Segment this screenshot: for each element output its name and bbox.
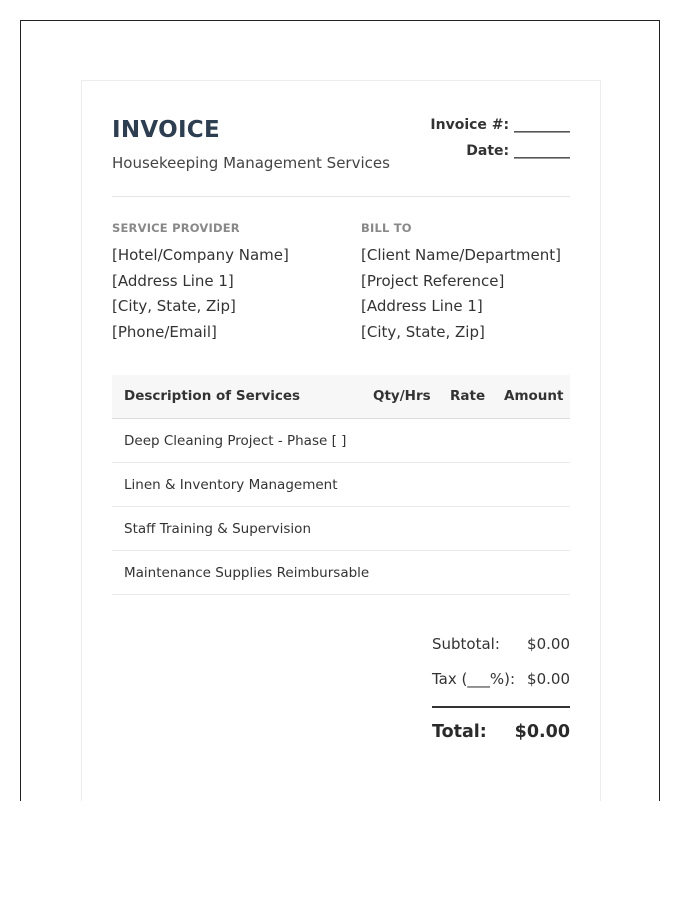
invoice-number-field: Invoice #: ________	[430, 117, 570, 133]
header-description: Description of Services	[124, 388, 301, 404]
provider-line: [Hotel/Company Name]	[112, 246, 289, 264]
provider-line: [City, State, Zip]	[112, 297, 236, 316]
table-row	[112, 551, 570, 595]
totals-divider	[432, 706, 570, 708]
row-description: Linen & Inventory Management	[124, 477, 338, 493]
total-value: $0.00	[514, 722, 570, 742]
invoice-date-field: Date: ________	[466, 143, 570, 159]
row-description: Maintenance Supplies Reimbursable	[124, 565, 370, 581]
subtotal-value: $0.00	[527, 635, 570, 653]
service-provider-address	[112, 243, 289, 345]
row-description: Deep Cleaning Project - Phase [ ]	[124, 433, 347, 449]
bill-to-address	[361, 243, 561, 345]
subtotal-label: Subtotal:	[432, 635, 500, 653]
total-label: Total:	[432, 722, 487, 742]
table-header	[112, 375, 570, 419]
services-table	[112, 375, 570, 595]
bill-to-line: [Project Reference]	[361, 271, 505, 290]
bill-to-line: [Client Name/Department]	[361, 246, 561, 264]
table-row	[112, 419, 570, 463]
provider-line: [Address Line 1]	[112, 271, 234, 290]
provider-line: [Phone/Email]	[112, 322, 217, 341]
invoice-title: INVOICE	[112, 117, 221, 143]
service-provider-heading: SERVICE PROVIDER	[112, 221, 240, 235]
invoice-subtitle: Housekeeping Management Services	[112, 154, 390, 172]
header-divider	[112, 196, 570, 197]
bill-to-heading: BILL TO	[361, 221, 412, 235]
tax-value: $0.00	[527, 670, 570, 688]
header-rate: Rate	[450, 388, 486, 404]
bill-to-line: [Address Line 1]	[361, 297, 483, 316]
header-amount: Amount	[504, 388, 564, 404]
tax-label: Tax (___%):	[432, 670, 516, 688]
header-qty: Qty/Hrs	[373, 388, 431, 404]
table-row	[112, 463, 570, 507]
row-description: Staff Training & Supervision	[124, 521, 311, 537]
table-row	[112, 507, 570, 551]
bill-to-line: [City, State, Zip]	[361, 322, 485, 341]
